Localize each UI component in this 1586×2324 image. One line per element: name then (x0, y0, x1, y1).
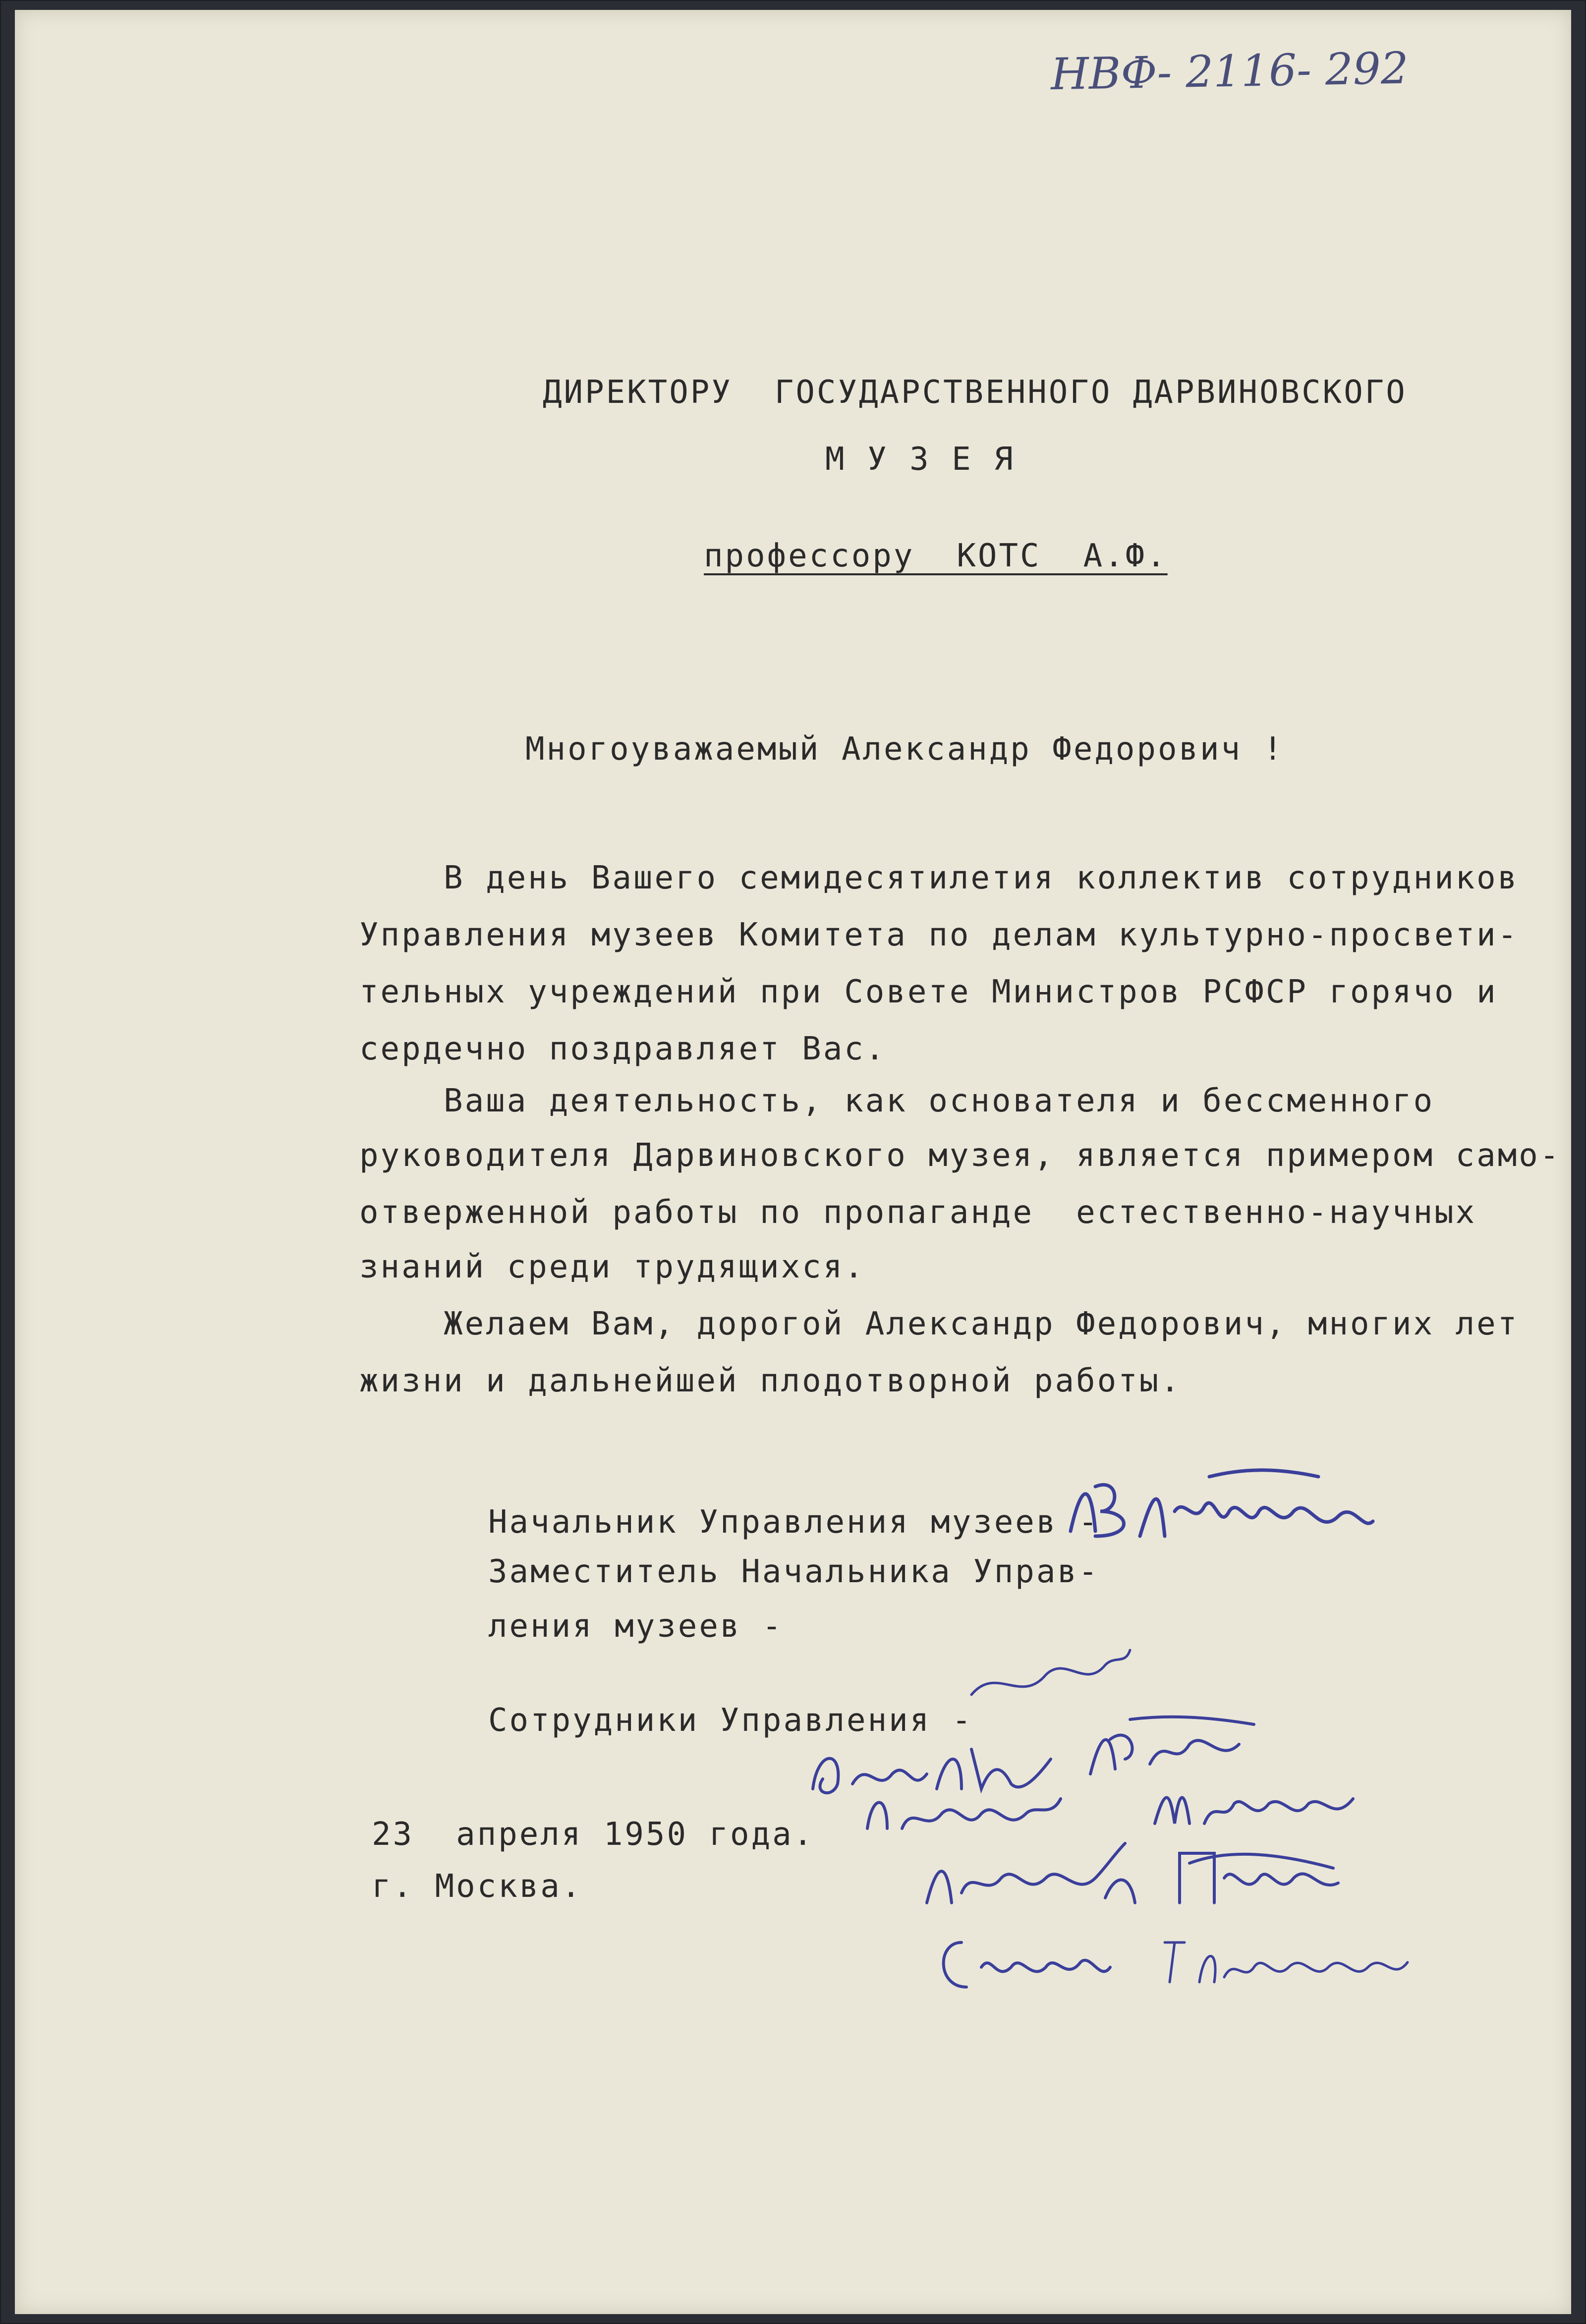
deputy-label-line-2: ления музеев - (488, 1608, 784, 1645)
body-line-8: знаний среди трудящихся. (359, 1249, 865, 1285)
body-line-4: сердечно поздравляет Вас. (359, 1031, 887, 1067)
archive-number: НВФ- 2116- 292 (1050, 42, 1409, 100)
body-line-7: отверженной работы по пропаганде естественно-научных (359, 1194, 1477, 1231)
signature-staff-1 (966, 1635, 1135, 1710)
signature-staff-8 (932, 1923, 1120, 2002)
signature-staff-5 (1150, 1774, 1358, 1833)
salutation: Многоуважаемый Александр Федорович ! (525, 731, 1285, 768)
body-line-10: жизни и дальнейшей плодотворной работы. (359, 1363, 1182, 1399)
addressee-line-2: М У З Е Я (825, 441, 1015, 478)
addressee-line-3: профессору КОТС А.Ф. (704, 538, 1168, 574)
signature-staff-7 (1170, 1833, 1348, 1913)
body-line-9: Желаем Вам, дорогой Александр Федорович, многих лет (359, 1306, 1519, 1342)
body-line-5: Ваша деятельность, как основателя и бессменного (359, 1083, 1435, 1119)
date-line: 23 апреля 1950 года. (372, 1816, 815, 1853)
signature-staff-9 (1155, 1923, 1413, 1992)
deputy-label-line-1: Заместитель Начальника Управ- (488, 1553, 1100, 1590)
body-line-6: руководителя Дарвиновского музея, является примером само- (359, 1137, 1561, 1174)
signature-head (1061, 1457, 1378, 1556)
addressee-line-1: ДИРЕКТОРУ ГОСУДАРСТВЕННОГО ДАРВИНОВСКОГО (543, 374, 1407, 411)
staff-signature-label: Сотрудники Управления - (488, 1702, 973, 1739)
body-line-2: Управления музеев Комитета по делам культурно-просвети- (359, 917, 1519, 953)
signature-staff-6 (917, 1833, 1145, 1918)
body-line-1: В день Вашего семидесятилетия коллектив сотрудников (359, 860, 1519, 896)
place-line: г. Москва. (372, 1868, 583, 1905)
head-signature-label: Начальник Управления музеев - (488, 1504, 1100, 1541)
body-line-3: тельных учреждений при Совете Министров РСФСР горячо и (359, 974, 1498, 1010)
signature-staff-3 (1080, 1705, 1279, 1784)
